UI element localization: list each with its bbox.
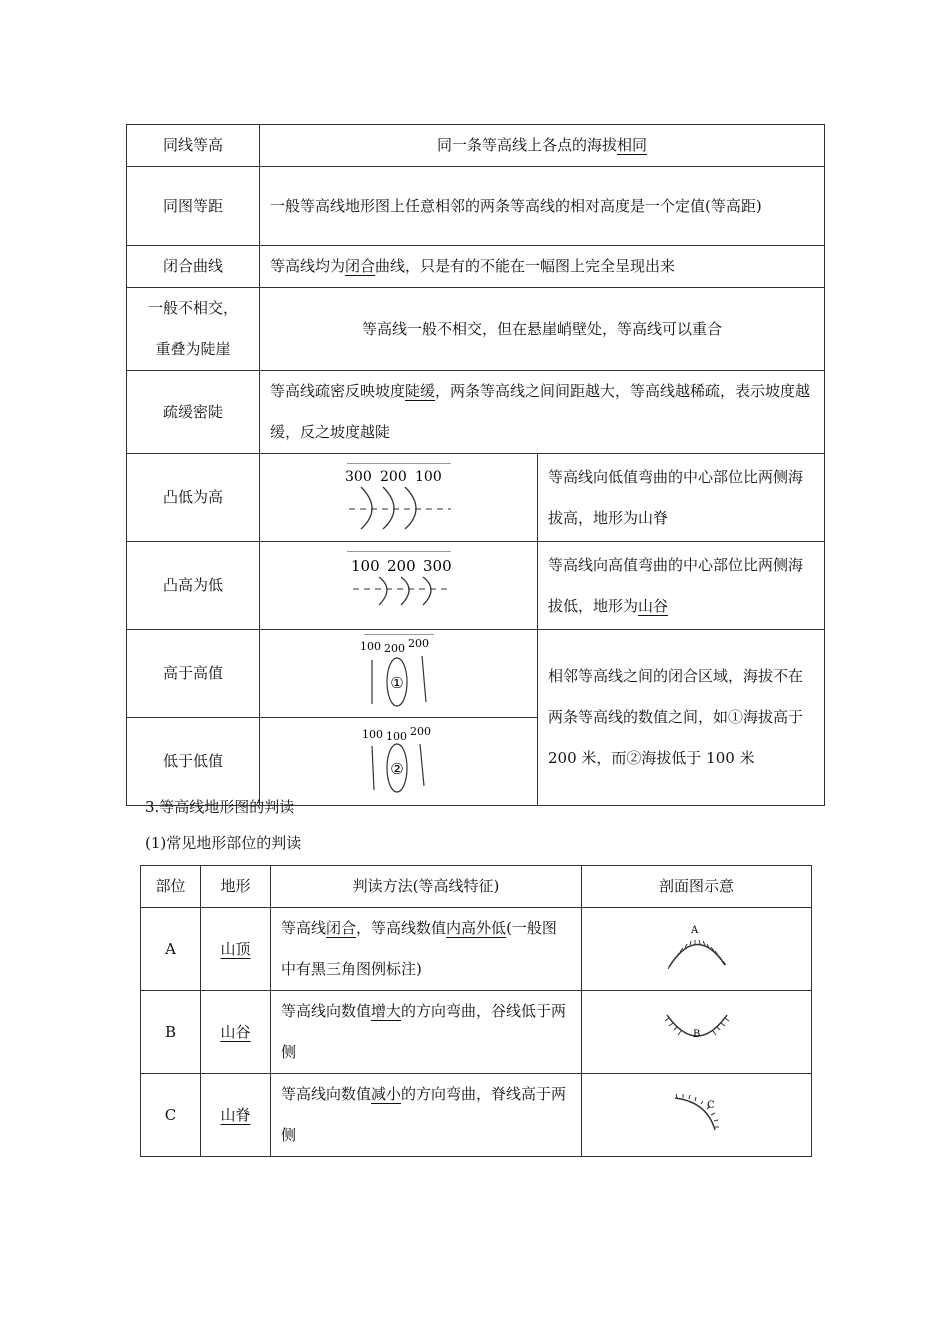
header-profile: 剖面图示意 bbox=[582, 866, 812, 908]
ridge-profile-diagram bbox=[657, 1090, 737, 1140]
part-cell: C bbox=[141, 1074, 201, 1157]
part-cell: B bbox=[141, 991, 201, 1074]
term-cell: 凸高为低 bbox=[127, 542, 260, 630]
contour-line bbox=[361, 487, 372, 529]
closed-contour-low-diagram bbox=[354, 722, 444, 802]
contour-label: 200 bbox=[407, 636, 429, 650]
contour-label: 100 bbox=[414, 468, 442, 485]
terrain-cell: 山顶 bbox=[201, 908, 271, 991]
term-cell: 凸低为高 bbox=[127, 454, 260, 542]
valley-contour-figure bbox=[260, 542, 538, 630]
header-part: 部位 bbox=[141, 866, 201, 908]
desc-cell: 等高线向高值弯曲的中心部位比两侧海拔低，地形为山谷 bbox=[538, 542, 825, 630]
higher-than-high-figure bbox=[260, 630, 538, 718]
contour-rules-table bbox=[126, 124, 825, 806]
term-cell: 高于高值 bbox=[127, 630, 260, 718]
contour-label: 100 bbox=[361, 727, 383, 741]
profile-label: A bbox=[690, 925, 698, 936]
contour-line bbox=[405, 487, 416, 529]
profile-label: B bbox=[692, 1029, 700, 1040]
desc-cell: 等高线疏密反映坡度陡缓，两条等高线之间间距越大，等高线越稀疏，表示坡度越缓，反之坡度越陡 bbox=[260, 371, 825, 454]
method-cell: 等高线向数值增大的方向弯曲，谷线低于两侧 bbox=[271, 991, 582, 1074]
terrain-cell: 山谷 bbox=[201, 991, 271, 1074]
ridge-contour-diagram bbox=[339, 463, 459, 533]
terrain-cell: 山脊 bbox=[201, 1074, 271, 1157]
contour-label: 300 bbox=[344, 468, 372, 485]
ridge-contour-figure bbox=[260, 454, 538, 542]
contour-label: 100 bbox=[350, 556, 380, 575]
section-subheading: (1)常见地形部位的判读 bbox=[145, 834, 302, 852]
term-cell: 闭合曲线 bbox=[127, 246, 260, 288]
closed-contour-high-diagram bbox=[354, 634, 444, 714]
contour-label: 300 bbox=[422, 556, 452, 575]
peak-profile-diagram bbox=[657, 919, 737, 979]
terrain-reading-table bbox=[140, 865, 812, 1157]
contour-line bbox=[401, 577, 409, 605]
desc-cell: 等高线均为闭合曲线，只是有的不能在一幅图上完全呈现出来 bbox=[260, 246, 825, 288]
term-cell: 同线等高 bbox=[127, 125, 260, 167]
header-terrain: 地形 bbox=[201, 866, 271, 908]
lower-than-low-figure bbox=[260, 718, 538, 806]
profile-cell bbox=[582, 908, 812, 991]
valley-contour-diagram bbox=[339, 551, 459, 621]
profile-cell bbox=[582, 1074, 812, 1157]
term-cell: 一般不相交， 重叠为陡崖 bbox=[127, 288, 260, 371]
desc-cell: 同一条等高线上各点的海拔相同 bbox=[260, 125, 825, 167]
contour-label: 200 bbox=[383, 641, 405, 655]
contour-label: 200 bbox=[409, 724, 431, 738]
term-cell: 同图等距 bbox=[127, 167, 260, 246]
term-cell: 低于低值 bbox=[127, 718, 260, 806]
part-cell: A bbox=[141, 908, 201, 991]
contour-line bbox=[383, 487, 394, 529]
desc-cell: 等高线向低值弯曲的中心部位比两侧海拔高，地形为山脊 bbox=[538, 454, 825, 542]
desc-cell: 等高线一般不相交，但在悬崖峭壁处，等高线可以重合 bbox=[260, 288, 825, 371]
profile-cell bbox=[582, 991, 812, 1074]
contour-line bbox=[379, 577, 387, 605]
method-cell: 等高线向数值减小的方向弯曲，脊线高于两侧 bbox=[271, 1074, 582, 1157]
contour-label: 100 bbox=[359, 639, 381, 653]
valley-profile-diagram bbox=[657, 1007, 737, 1057]
marker-label: ② bbox=[389, 759, 404, 778]
marker-label: ① bbox=[389, 673, 404, 692]
profile-label: C bbox=[706, 1100, 715, 1111]
term-cell: 疏缓密陡 bbox=[127, 371, 260, 454]
header-method: 判读方法(等高线特征) bbox=[271, 866, 582, 908]
contour-label: 200 bbox=[379, 468, 407, 485]
contour-line bbox=[423, 577, 431, 605]
merged-desc-cell: 相邻等高线之间的闭合区域，海拔不在两条等高线的数值之间，如①海拔高于 200 米，而②海拔低于 100 米 bbox=[538, 630, 825, 806]
contour-label: 100 bbox=[385, 729, 407, 743]
contour-label: 200 bbox=[386, 556, 416, 575]
desc-cell: 一般等高线地形图上任意相邻的两条等高线的相对高度是一个定值(等高距) bbox=[260, 167, 825, 246]
section-heading: 3.等高线地形图的判读 bbox=[145, 798, 295, 816]
method-cell: 等高线闭合，等高线数值内高外低(一般图中有黑三角图例标注) bbox=[271, 908, 582, 991]
